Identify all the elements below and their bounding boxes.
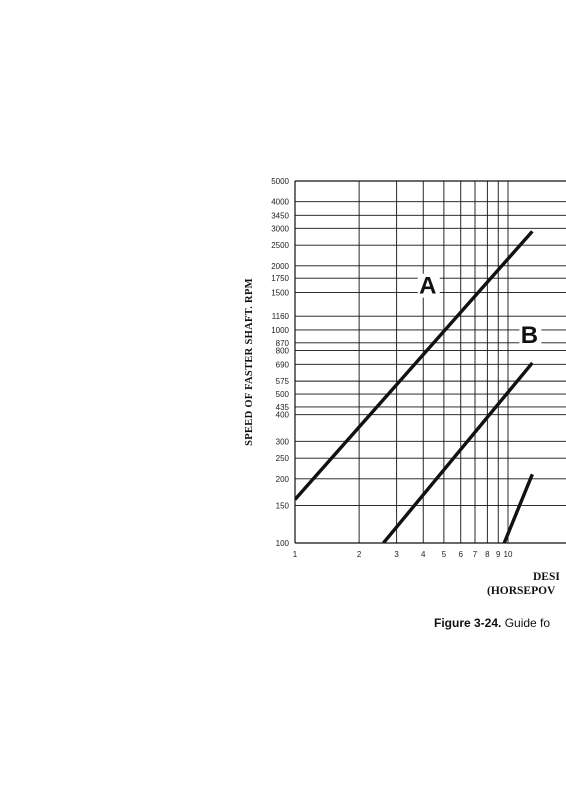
series-label-b: B bbox=[520, 321, 539, 349]
y-tick-label: 435 bbox=[275, 402, 289, 412]
series-label-a: A bbox=[419, 272, 437, 300]
x-tick-label: 7 bbox=[472, 550, 478, 559]
y-tick-label: 150 bbox=[275, 501, 289, 511]
y-tick-label: 2000 bbox=[271, 261, 289, 271]
x-tick-label: 5 bbox=[441, 550, 447, 559]
y-tick-label: 5000 bbox=[271, 177, 289, 186]
y-tick-label: 800 bbox=[275, 346, 289, 356]
y-tick-labels bbox=[271, 177, 289, 548]
y-tick-label: 200 bbox=[275, 474, 289, 484]
y-tick-label: 3000 bbox=[271, 224, 289, 234]
y-tick-label: 4000 bbox=[271, 197, 289, 207]
y-tick-label: 250 bbox=[275, 454, 289, 464]
y-tick-label: 100 bbox=[275, 539, 289, 548]
y-tick-label: 1000 bbox=[271, 325, 289, 335]
series-line-a bbox=[295, 231, 532, 499]
x-tick-label: 6 bbox=[458, 550, 463, 559]
x-tick-label: 3 bbox=[394, 550, 399, 559]
y-tick-label: 690 bbox=[275, 360, 289, 370]
y-tick-label: 300 bbox=[275, 437, 289, 447]
y-tick-label: 400 bbox=[275, 410, 289, 420]
y-tick-label: 3450 bbox=[271, 211, 289, 221]
x-tick-label: 1 bbox=[292, 550, 298, 559]
series-line-b bbox=[383, 363, 532, 543]
y-tick-label: 1160 bbox=[271, 312, 289, 322]
x-tick-label: 9 bbox=[496, 550, 501, 559]
y-tick-label: 1500 bbox=[271, 288, 289, 298]
y-tick-label: 1750 bbox=[271, 274, 289, 284]
y-axis-label: SPEED OF FASTER SHAFT. RPM bbox=[244, 278, 255, 446]
y-tick-label: 2500 bbox=[271, 241, 289, 251]
caption-text: Guide fo bbox=[501, 616, 551, 630]
y-tick-label: 500 bbox=[275, 390, 289, 400]
x-axis-label-line2: (HORSEPOV bbox=[487, 585, 556, 597]
figure-caption bbox=[434, 616, 550, 630]
x-tick-label: 2 bbox=[356, 550, 362, 559]
x-tick-label: 8 bbox=[485, 550, 490, 559]
caption-figure-number: Figure 3-24. bbox=[434, 616, 502, 630]
x-axis-label: DESI bbox=[533, 571, 560, 583]
x-tick-label: 4 bbox=[421, 550, 426, 559]
x-tick-label: 10 bbox=[503, 550, 513, 559]
y-tick-label: 870 bbox=[275, 338, 289, 348]
y-tick-label: 575 bbox=[275, 377, 289, 387]
x-tick-labels bbox=[293, 550, 513, 559]
